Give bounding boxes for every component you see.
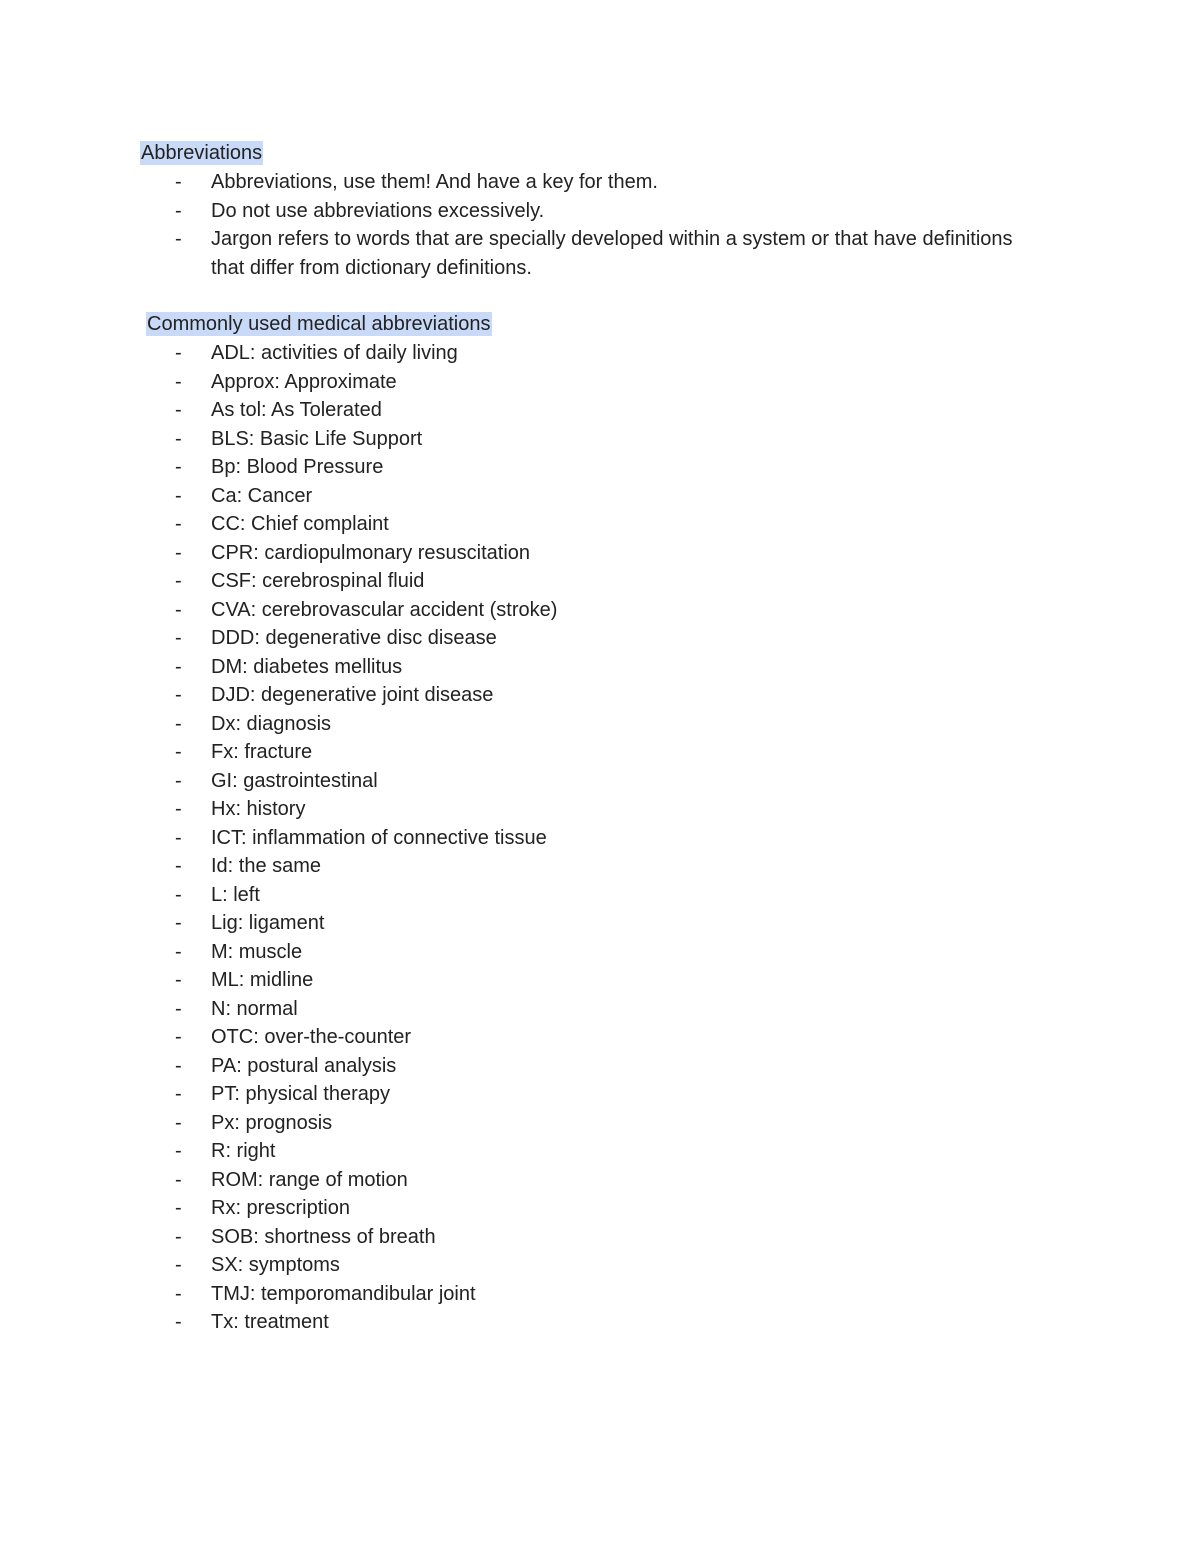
dash-bullet: - [175, 199, 182, 222]
list-item [140, 567, 1040, 596]
list-item-text: PT: physical therapy [211, 1083, 390, 1105]
list-item [140, 767, 1040, 796]
list-item-text: ADL: activities of daily living [211, 342, 458, 364]
dash-bullet: - [175, 912, 182, 934]
dash-bullet: - [175, 1054, 182, 1077]
dash-bullet: - [175, 456, 182, 478]
dash-bullet: - [175, 399, 182, 421]
list-item-text: Tx: treatment [211, 1311, 329, 1333]
dash-bullet: - [175, 1111, 182, 1134]
dash-bullet: - [175, 1168, 182, 1191]
dash-bullet: - [175, 940, 182, 963]
list-item [140, 510, 1040, 539]
list-item [140, 710, 1040, 739]
list-item-text: Fx: fracture [211, 741, 313, 763]
dash-bullet: - [175, 1140, 182, 1162]
list-item [140, 995, 1040, 1024]
dash-bullet: - [175, 855, 182, 877]
dash-bullet: - [175, 1311, 182, 1333]
dash-bullet: - [175, 484, 182, 507]
dash-bullet: - [175, 541, 182, 564]
list-item [140, 368, 1040, 397]
dash-bullet: - [175, 655, 182, 678]
list-item-text: SOB: shortness of breath [211, 1225, 436, 1248]
dash-bullet: - [175, 684, 182, 706]
list-item-text: Jargon refers to words that are specially developed within a system or that have definitions that differ from dictionary definitions. [211, 228, 1013, 279]
dash-bullet: - [175, 769, 182, 792]
list-item-text: PA: postural analysis [211, 1054, 397, 1077]
dash-bullet: - [175, 627, 182, 649]
list-item [140, 653, 1040, 682]
list-item-text: L: left [211, 883, 260, 906]
list-item [140, 624, 1040, 653]
list-item-text: DDD: degenerative disc disease [211, 627, 497, 649]
list-item-text: R: right [211, 1140, 276, 1162]
list-item-text: CSF: cerebrospinal fluid [211, 570, 425, 592]
list-item [140, 852, 1040, 881]
list-item-text: DJD: degenerative joint disease [211, 684, 494, 706]
dash-bullet: - [175, 598, 182, 621]
list-item [140, 1080, 1040, 1109]
dash-bullet: - [175, 1254, 182, 1276]
list-item-text: Abbreviations, use them! And have a key for them. [211, 171, 658, 193]
list-item-text: Do not use abbreviations excessively. [211, 199, 545, 222]
list-item [140, 681, 1040, 710]
list-item [140, 1023, 1040, 1052]
list-item [140, 482, 1040, 511]
list-item [140, 1251, 1040, 1280]
section-heading-medical-abbreviations: Commonly used medical abbreviations [147, 313, 491, 335]
list-item [140, 1109, 1040, 1138]
list-item [140, 225, 1040, 282]
list-item-text: N: normal [211, 997, 298, 1020]
list-item [140, 909, 1040, 938]
section-heading-abbreviations: Abbreviations [141, 142, 263, 164]
dash-bullet: - [175, 997, 182, 1020]
list-item-text: ML: midline [211, 969, 314, 991]
list-item-text: SX: symptoms [211, 1254, 340, 1276]
dash-bullet: - [175, 712, 182, 735]
list-item-text: OTC: over-the-counter [211, 1026, 412, 1048]
list-item [140, 1280, 1040, 1309]
list-item [140, 1052, 1040, 1081]
list-item-text: ICT: inflammation of connective tissue [211, 826, 547, 849]
dash-bullet: - [175, 883, 182, 906]
list-item-text: Ca: Cancer [211, 484, 313, 507]
dash-bullet: - [175, 570, 182, 592]
list-item [140, 738, 1040, 767]
list-item [140, 795, 1040, 824]
dash-bullet: - [175, 969, 182, 991]
list-item-text: ROM: range of motion [211, 1168, 408, 1191]
list-item-text: Hx: history [211, 798, 306, 820]
list-item [140, 197, 1040, 226]
list-item [140, 396, 1040, 425]
list-item [140, 1308, 1040, 1337]
list-item [140, 824, 1040, 853]
list-item [140, 339, 1040, 368]
list-item-text: Px: prognosis [211, 1111, 333, 1134]
list-item-text: Approx: Approximate [211, 370, 397, 393]
dash-bullet: - [175, 1282, 182, 1305]
list-item-text: CPR: cardiopulmonary resuscitation [211, 541, 531, 564]
list-item-text: Id: the same [211, 855, 322, 877]
abbreviations-notes-list [140, 168, 1040, 282]
list-item-text: Lig: ligament [211, 912, 325, 934]
dash-bullet: - [175, 826, 182, 849]
list-item-text: Bp: Blood Pressure [211, 456, 384, 478]
list-item-text: CVA: cerebrovascular accident (stroke) [211, 598, 558, 621]
list-item [140, 1194, 1040, 1223]
dash-bullet: - [175, 342, 182, 364]
dash-bullet: - [175, 427, 182, 450]
list-item [140, 453, 1040, 482]
list-item [140, 1137, 1040, 1166]
list-item-text: DM: diabetes mellitus [211, 655, 403, 678]
list-item-text: Dx: diagnosis [211, 712, 332, 735]
list-item-text: BLS: Basic Life Support [211, 427, 423, 450]
dash-bullet: - [175, 171, 182, 193]
dash-bullet: - [175, 228, 182, 250]
list-item [140, 881, 1040, 910]
list-item [140, 168, 1040, 197]
dash-bullet: - [175, 370, 182, 393]
medical-abbreviations-list [140, 339, 1040, 1337]
list-item-text: TMJ: temporomandibular joint [211, 1282, 476, 1305]
list-item-text: GI: gastrointestinal [211, 769, 378, 792]
dash-bullet: - [175, 741, 182, 763]
list-item [140, 938, 1040, 967]
list-item-text: CC: Chief complaint [211, 513, 389, 535]
dash-bullet: - [175, 1083, 182, 1105]
dash-bullet: - [175, 798, 182, 820]
dash-bullet: - [175, 1026, 182, 1048]
list-item-text: M: muscle [211, 940, 303, 963]
list-item-text: As tol: As Tolerated [211, 399, 382, 421]
dash-bullet: - [175, 1225, 182, 1248]
list-item [140, 596, 1040, 625]
list-item [140, 966, 1040, 995]
list-item [140, 539, 1040, 568]
dash-bullet: - [175, 513, 182, 535]
list-item-text: Rx: prescription [211, 1197, 350, 1219]
list-item [140, 425, 1040, 454]
list-item [140, 1223, 1040, 1252]
dash-bullet: - [175, 1197, 182, 1219]
list-item [140, 1166, 1040, 1195]
